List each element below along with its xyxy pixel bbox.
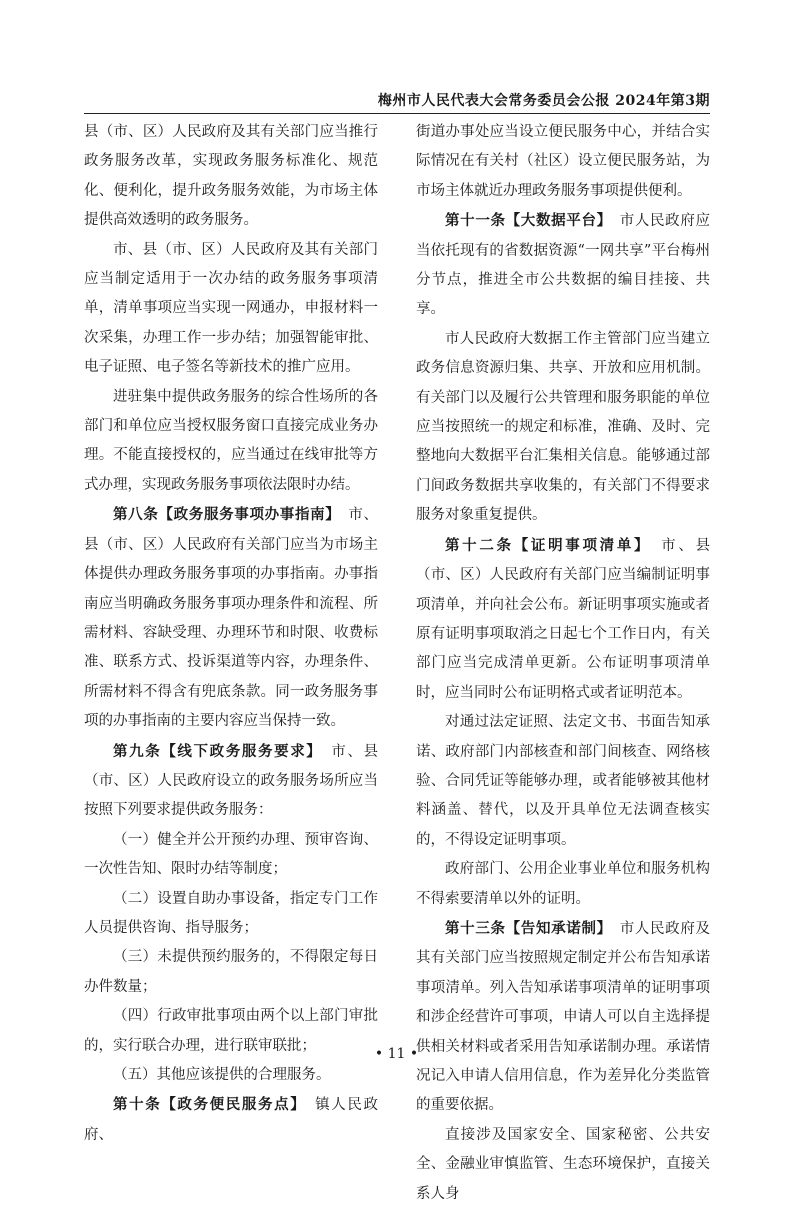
paragraph-text: 县（市、区）人民政府及其有关部门应当推行政务服务改革，实现政务服务标准化、规范化、便利化，提升政务服务效能，为市场主体提供高效透明的政务服务。 (84, 124, 378, 229)
page-number: • 11 • (374, 1046, 419, 1062)
paragraph (416, 206, 710, 325)
paragraph (84, 1061, 378, 1090)
header-rule (84, 113, 710, 114)
paragraph (84, 236, 378, 383)
article-heading: 第十一条【大数据平台】 (445, 212, 605, 230)
paragraph (84, 1090, 378, 1150)
paragraph-text: 镇人民政府、 (84, 1097, 378, 1143)
paragraph-text: （二）设置自助办事设备，指定专门工作人员提供咨询、指导服务； (84, 890, 378, 936)
paragraph-text: 进驻集中提供政务服务的综合性场所的各部门和单位应当授权服务窗口直接完成业务办理。不能直接授权的，应当通过在线审批等方式办理，实现政务服务事项依法限时办结。 (84, 388, 378, 493)
paragraph (416, 1121, 710, 1209)
paragraph-text: （一）健全并公开预约办理、预审咨询、一次性告知、限时办结等制度； (84, 831, 378, 878)
paragraph (84, 826, 378, 885)
paragraph (416, 914, 710, 1121)
paragraph (416, 855, 710, 914)
paragraph-text: 市人民政府应当依托现有的省数据资源“一网共享”平台梅州分节点，推进全市公共数据的编目挂接、共享。 (416, 213, 711, 318)
paragraph-text: 市、县（市、区）人民政府有关部门应当为市场主体提供办理政务服务事项的办事指南。办事指南应当明确政务服务事项办理条件和流程、所需材料、容缺受理、办理环节和时限、收费标准、联系方式、投诉渠道等内容，办理条件、所需材料不得含有兜底条款。同一政务服务事项的办事指南的主要内容应当保持一致。 (84, 507, 379, 730)
article-heading: 第九条【线下政务服务要求】 (113, 742, 316, 760)
paragraph (84, 383, 378, 501)
article-heading: 第十条【政务便民服务点】 (113, 1096, 300, 1114)
paragraph (416, 325, 710, 531)
article-heading: 第八条【政务服务事项办事指南】 (113, 506, 334, 524)
paragraph (84, 885, 378, 944)
journal-header: 梅州市人民代表大会常务委员会公报 2024年第3期 (377, 93, 710, 109)
paragraph-text: 市、县（市、区）人民政府及其有关部门应当制定适用于一次办结的政务服务事项清单，清单事项应当实现一网通办，申报材料一次采集，办理工作一步办结；加强智能审批、电子证照、电子签名等新技术的推广应用。 (84, 241, 378, 376)
left-column (84, 118, 379, 1143)
right-column (416, 118, 711, 1202)
paragraph (84, 943, 378, 1002)
paragraph (84, 118, 378, 236)
paragraph-text: 市人民政府及其有关部门应当按照规定制定并公布告知承诺事项清单。列入告知承诺事项清单的证明事项和涉企经营许可事项，申请人可以自主选择提供相关材料或者采用告知承诺制办理。承诺情况记入申请人信用信息，作为差异化分类监管的重要依据。 (416, 920, 711, 1114)
paragraph (416, 708, 710, 855)
paragraph-text: 市人民政府大数据工作主管部门应当建立政务信息资源归集、共享、开放和应用机制。有关部门以及履行公共管理和服务职能的单位应当按照统一的规定和标准，准确、及时、完整地向大数据平台汇集相关信息。能够通过部门间政务数据共享收集的，有关部门不得要求服务对象重复提供。 (416, 330, 710, 524)
paragraph (416, 531, 710, 708)
paragraph-text: 对通过法定证照、法定文书、书面告知承诺、政府部门内部核查和部门间核查、网络核验、合同凭证等能够办理，或者能够被其他材料涵盖、替代，以及开具单位无法调查核实的，不得设定证明事项。 (416, 714, 710, 848)
paragraph (84, 737, 378, 826)
article-heading: 第十三条【告知承诺制】 (445, 919, 605, 937)
paragraph (84, 500, 378, 736)
paragraph-text: 市、县（市、区）人民政府有关部门应当编制证明事项清单，并向社会公布。新证明事项实施或者原有证明事项取消之日起七个工作日内，有关部门应当完成清单更新。公布证明事项清单时，应当同时公布证明格式或者证明范本。 (416, 537, 711, 701)
paragraph-text: 直接涉及国家安全、国家秘密、公共安全、金融业审慎监管、生态环境保护，直接关系人身 (416, 1126, 710, 1202)
paragraph-text: 政府部门、公用企业事业单位和服务机构不得索要清单以外的证明。 (416, 861, 710, 907)
paragraph-text: （四）行政审批事项由两个以上部门审批的，实行联合办理，进行联审联批； (84, 1008, 378, 1054)
paragraph-text: 街道办事处应当设立便民服务中心，并结合实际情况在有关村（社区）设立便民服务站，为市场主体就近办理政务服务事项提供便利。 (416, 124, 710, 199)
paragraph-text: （三）未提供预约服务的，不得限定每日办件数量； (84, 949, 378, 995)
paragraph-text: （五）其他应该提供的合理服务。 (113, 1067, 331, 1083)
paragraph-text: 市、县（市、区）人民政府设立的政务服务场所应当按照下列要求提供政务服务： (84, 743, 378, 819)
article-heading: 第十二条【证明事项清单】 (445, 536, 644, 554)
paragraph (416, 118, 710, 206)
